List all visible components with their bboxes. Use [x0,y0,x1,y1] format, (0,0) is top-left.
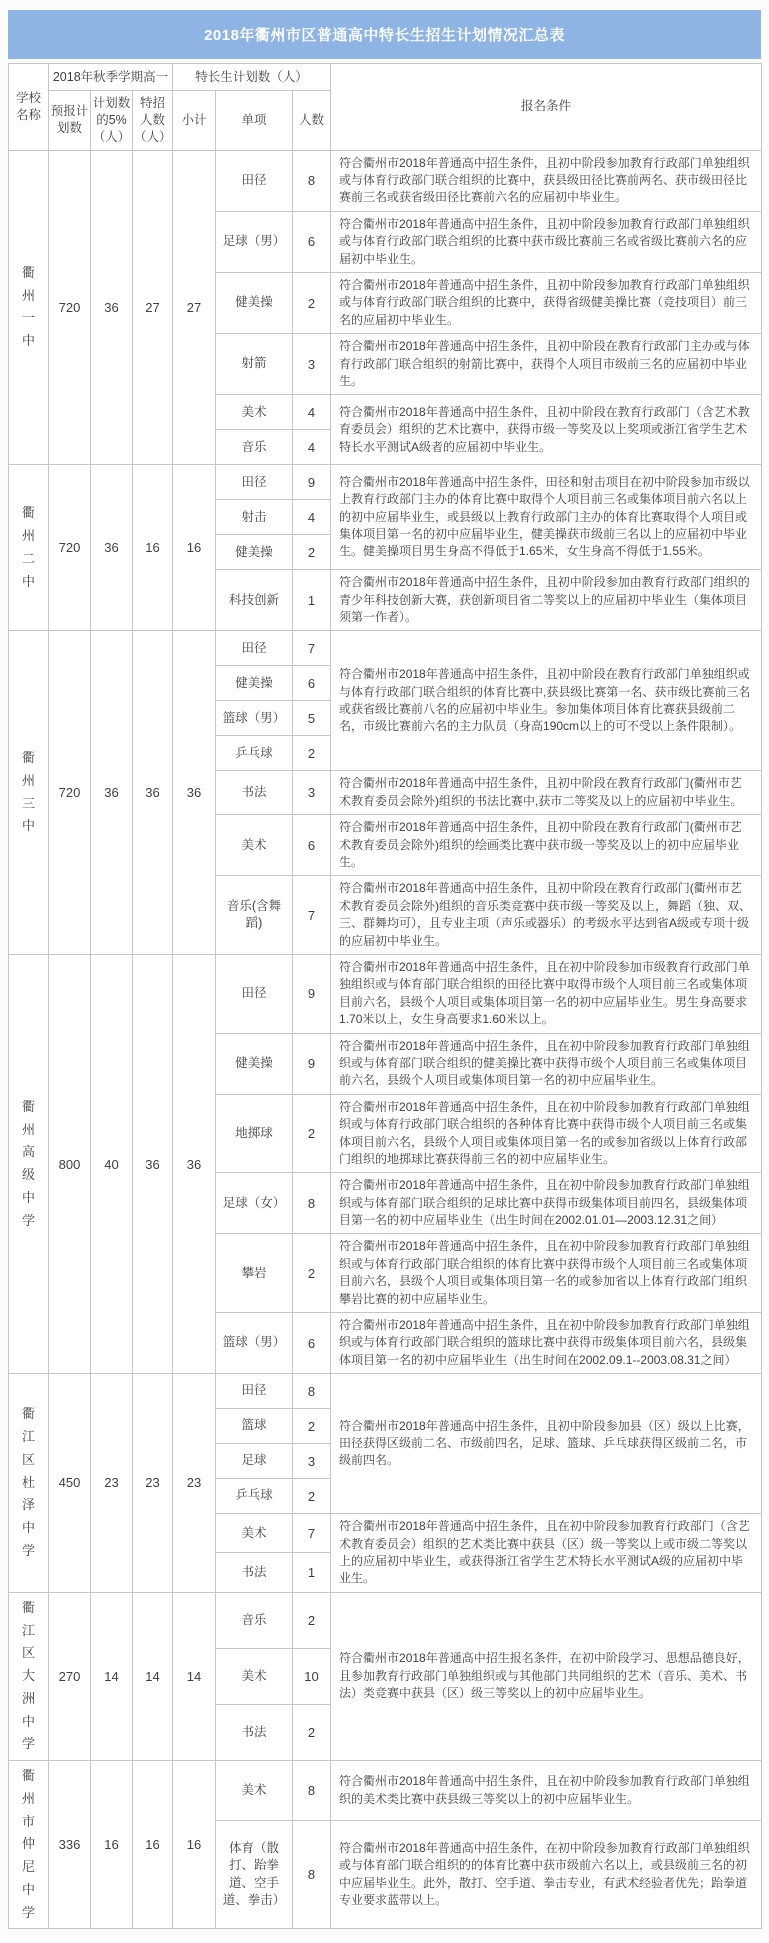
event-cell: 音乐 [216,1592,293,1648]
event-count-cell: 6 [293,1313,331,1374]
five-percent-cell: 36 [91,465,133,631]
event-cell: 乒乓球 [216,1479,293,1514]
school-name-text: 衢 州 三 中 [21,750,35,834]
predicted-plan-cell: 270 [49,1592,91,1760]
event-cell: 攀岩 [216,1234,293,1313]
school-name-text: 衢 州 一 中 [21,264,35,349]
event-count-cell: 4 [293,430,331,465]
special-recruit-cell: 16 [133,1761,173,1929]
event-count-cell: 3 [293,334,331,395]
event-cell: 美术 [216,1514,293,1553]
header-special-group: 特长生计划数（人） [173,64,331,91]
table-row [9,1761,762,1821]
school-name-cell [9,465,49,631]
predicted-plan-cell: 800 [49,955,91,1374]
condition-cell: 符合衢州市2018年普通高中招生条件，且在初中阶段参加教育行政部门单独组织或与体育部门联合组织的健美操比赛中获得市级个人项目前三名或集体项目前六名，县级个人项目或集体项目第一名的初中应届毕业生。 [331,1033,762,1094]
five-percent-cell: 36 [91,150,133,465]
event-count-cell: 10 [293,1648,331,1704]
school-name-cell [9,1761,49,1929]
event-count-cell: 2 [293,736,331,771]
event-count-cell: 9 [293,465,331,500]
event-count-cell: 9 [293,1033,331,1094]
event-cell: 田径 [216,150,293,211]
event-cell: 地掷球 [216,1094,293,1173]
event-count-cell: 3 [293,1444,331,1479]
predicted-plan-cell: 720 [49,465,91,631]
condition-cell: 符合衢州市2018年普通高中招生条件，且初中阶段在教育行政部门(衢州市艺术教育委员会除外)组织的音乐类竞赛中获市级一等奖及以上，舞蹈（独、双、三、群舞均可），且专业主项（声乐或器乐）的考级水平达到省A级或专项十级的应届初中毕业生。 [331,876,762,955]
condition-cell: 符合衢州市2018年普通高中招生条件，且在初中阶段参加教育行政部门单独组织或与体育行政部门联合组织的体育比赛中获得市级个人项目前三名或集体项目前六名，县级个人项目或集体项目第一名的或参加省以上体育行政部门组织攀岩比赛的初中应届毕业生。 [331,1234,762,1313]
condition-cell: 符合衢州市2018年普通高中招生条件，且初中阶段参加教育行政部门单独组织或与体育行政部门联合组织的比赛中，获县级田径比赛前两名、获市级田径比赛前三名或获省级田径比赛前六名的应届初中毕业生。 [331,150,762,211]
event-count-cell: 8 [293,1173,331,1234]
header-count: 人数 [293,91,331,151]
condition-cell: 符合衢州市2018年普通高中招生条件，且初中阶段在教育行政部门（含艺术教育委员会）组织的艺术比赛中，获得市级一等奖及以上奖项或浙江省学生艺术特长水平测试A级者的应届初中毕业生。 [331,395,762,465]
five-percent-cell: 16 [91,1761,133,1929]
event-count-cell: 1 [293,570,331,631]
event-count-cell: 6 [293,815,331,876]
event-cell: 美术 [216,1761,293,1821]
header-row-1 [9,64,762,91]
five-percent-cell: 14 [91,1592,133,1760]
event-cell: 篮球（男） [216,701,293,736]
condition-cell: 符合衢州市2018年普通高中招生条件，在初中阶段参加教育行政部门单独组织或与体育部门联合组织的的体育比赛中获市级前六名以上，或县级前三名的初中应届毕业生。此外，散打、空手道、拳击专业，有武术经验者优先；跆拳道专业要求蓝带以上。 [331,1821,762,1929]
event-count-cell: 8 [293,1761,331,1821]
school-name-text: 衢 州 市 仲 尼 中 学 [21,1768,35,1920]
school-name-cell [9,1374,49,1593]
subtotal-cell: 27 [173,150,216,465]
five-percent-cell: 23 [91,1374,133,1593]
subtotal-cell: 16 [173,1761,216,1929]
event-count-cell: 2 [293,535,331,570]
table-row [9,150,762,211]
condition-cell: 符合衢州市2018年普通高中招生条件，且初中阶段在教育行政部门(衢州市艺术教育委员会除外)组织的书法比赛中,获市二等奖及以上的应届初中毕业生。 [331,771,762,815]
event-count-cell: 8 [293,1374,331,1409]
event-count-cell: 2 [293,1704,331,1760]
condition-cell: 符合衢州市2018年普通高中招生条件，且初中阶段参加县（区）级以上比赛，田径获得区级前二名、市级前四名，足球、篮球、乒乓球获得区级前二名，市级前四名。 [331,1374,762,1514]
event-count-cell: 2 [293,1234,331,1313]
subtotal-cell: 36 [173,631,216,955]
condition-cell: 符合衢州市2018年普通高中招生条件，且在初中阶段参加教育行政部门单独组织或与体育部门联合组织的足球比赛中获得市级集体项目前四名，县级集体项目第一名的初中应届毕业生（出生时间在2002.01.01—2003.12.31之间） [331,1173,762,1234]
event-count-cell: 7 [293,1514,331,1553]
special-recruit-cell: 16 [133,465,173,631]
school-name-text: 衢 州 二 中 [21,505,35,589]
event-count-cell: 2 [293,1094,331,1173]
condition-cell: 符合衢州市2018年普通高中招生条件，且初中阶段参加教育行政部门单独组织或与体育行政部门联合组织的比赛中获市级比赛前三名或省级比赛前六名的应届初中毕业生。 [331,211,762,272]
condition-cell: 符合衢州市2018年普通高中招生条件，且初中阶段在教育行政部门(衢州市艺术教育委员会除外)组织的绘画类比赛中获市级一等奖及以上的初中应届毕业生。 [331,815,762,876]
table-row [9,1592,762,1648]
event-cell: 足球（女） [216,1173,293,1234]
event-cell: 篮球（男） [216,1313,293,1374]
predicted-plan-cell: 720 [49,150,91,465]
condition-cell: 符合衢州市2018年普通高中招生条件，且在初中阶段参加市级教育行政部门单独组织或与体育部门联合组织的田径比赛中取得市级个人项目前三名或集体项目前六名，县级个人项目或集体项目第一名的初中应届毕业生。男生身高要求1.70米以上，女生身高要求1.60米以上。 [331,955,762,1034]
event-count-cell: 3 [293,771,331,815]
event-cell: 足球（男） [216,211,293,272]
special-recruit-cell: 14 [133,1592,173,1760]
event-count-cell: 1 [293,1553,331,1592]
header-semester-group: 2018年秋季学期高一 [49,64,173,91]
special-recruit-cell: 27 [133,150,173,465]
event-count-cell: 2 [293,1409,331,1444]
page-title: 2018年衢州市区普通高中特长生招生计划情况汇总表 [204,27,565,44]
school-name-cell [9,150,49,465]
event-cell: 乒乓球 [216,736,293,771]
event-count-cell: 5 [293,701,331,736]
event-cell: 书法 [216,1704,293,1760]
table-row [9,465,762,500]
school-name-cell [9,631,49,955]
event-cell: 科技创新 [216,570,293,631]
school-name-text: 衢 江 区 杜 泽 中 学 [21,1406,35,1558]
event-cell: 音乐(含舞蹈) [216,876,293,955]
title-bar [8,10,761,59]
event-count-cell: 2 [293,1592,331,1648]
summary-table [8,63,762,1929]
condition-cell: 符合衢州市2018年普通高中招生条件，且初中阶段参加教育行政部门单独组织或与体育行政部门联合组织的比赛中，获得省级健美操比赛（竞技项目）前三名的应届初中毕业生。 [331,272,762,333]
event-cell: 篮球 [216,1409,293,1444]
five-percent-cell: 36 [91,631,133,955]
event-cell: 射箭 [216,334,293,395]
event-cell: 射击 [216,500,293,535]
event-cell: 足球 [216,1444,293,1479]
school-name-cell [9,955,49,1374]
event-count-cell: 6 [293,666,331,701]
subtotal-cell: 14 [173,1592,216,1760]
subtotal-cell: 23 [173,1374,216,1593]
event-count-cell: 9 [293,955,331,1034]
event-count-cell: 8 [293,1821,331,1929]
event-cell: 田径 [216,955,293,1034]
event-count-cell: 8 [293,150,331,211]
event-count-cell: 4 [293,395,331,430]
table-row [9,1374,762,1409]
subtotal-cell: 16 [173,465,216,631]
event-cell: 田径 [216,465,293,500]
event-cell: 书法 [216,771,293,815]
condition-cell: 符合衢州市2018年普通高中招生报名条件，在初中阶段学习、思想品德良好，且参加教育行政部门单独组织或与其他部门共同组织的艺术（音乐、美术、书法）类竞赛中获县（区）级三等奖以上的初中应届毕业生。 [331,1592,762,1760]
event-cell: 体育（散打、跆拳道、空手道、拳击） [216,1821,293,1929]
subtotal-cell: 36 [173,955,216,1374]
condition-cell: 符合衢州市2018年普通高中招生条件，且初中阶段参加由教育行政部门组织的青少年科技创新大赛，获创新项目省二等奖以上的应届初中毕业生（集体项目须第一作者）。 [331,570,762,631]
header-event: 单项 [216,91,293,151]
header-special-recruit: 特招人数（人） [133,91,173,151]
event-cell: 健美操 [216,1033,293,1094]
header-subtotal: 小计 [173,91,216,151]
event-cell: 美术 [216,395,293,430]
event-cell: 健美操 [216,666,293,701]
condition-cell: 符合衢州市2018年普通高中招生条件，田径和射击项目在初中阶段参加市级以上教育行政部门主办的体育比赛中取得个人项目前三名或集体项目前六名以上的初中应届毕业生，或县级以上教育行政部门主办的体育比赛取得个人项目或集体项目第一名的初中应届毕业生，健美操获市级前三名以上的应届初中毕业生。健美操项目男生身高不得低于1.65米，女生身高不得低于1.55米。 [331,465,762,570]
event-cell: 美术 [216,815,293,876]
predicted-plan-cell: 336 [49,1761,91,1929]
event-cell: 美术 [216,1648,293,1704]
header-five-percent: 计划数的5%（人） [91,91,133,151]
five-percent-cell: 40 [91,955,133,1374]
event-count-cell: 6 [293,211,331,272]
event-count-cell: 4 [293,500,331,535]
condition-cell: 符合衢州市2018年普通高中招生条件，且在初中阶段参加教育行政部门单独组织的美术类比赛中获县级三等奖以上的初中应届毕业生。 [331,1761,762,1821]
special-recruit-cell: 36 [133,631,173,955]
event-cell: 书法 [216,1553,293,1592]
special-recruit-cell: 36 [133,955,173,1374]
school-name-text: 衢 州 高 级 中 学 [21,1098,35,1228]
event-count-cell: 7 [293,631,331,666]
condition-cell: 符合衢州市2018年普通高中招生条件，且在初中阶段参加教育行政部门（含艺术教育委员会）组织的艺术类比赛中获县（区）级一等奖以上或市级二等奖以上的应届初中毕业生，或获得浙江省学生艺术特长水平测试A级的应届初中毕业生。 [331,1514,762,1593]
event-cell: 音乐 [216,430,293,465]
predicted-plan-cell: 720 [49,631,91,955]
header-conditions: 报名条件 [331,64,762,151]
event-count-cell: 2 [293,1479,331,1514]
header-school-name: 学校名称 [9,64,49,151]
special-recruit-cell: 23 [133,1374,173,1593]
event-cell: 健美操 [216,272,293,333]
event-cell: 健美操 [216,535,293,570]
predicted-plan-cell: 450 [49,1374,91,1593]
school-name-cell [9,1592,49,1760]
table-row [9,631,762,666]
table-row [9,955,762,1034]
event-cell: 田径 [216,631,293,666]
condition-cell: 符合衢州市2018年普通高中招生条件，且初中阶段在教育行政部门单独组织或与体育行政部门联合组织的体育比赛中,获县级比赛第一名、获市级比赛前三名或获省级比赛前八名的应届初中毕业生。参加集体项目体育比赛获县级前二名，市级比赛前六名的主力队员（身高190cm以上的可不受以上条件限制）。 [331,631,762,771]
condition-cell: 符合衢州市2018年普通高中招生条件，且在初中阶段参加教育行政部门单独组织或与体育行政部门联合组织的各种体育比赛中获得市级个人项目前三名或集体项目前六名，县级个人项目或集体项目第一名的或参加省级以上体育行政部门组织的地掷球比赛获得前三名的初中应届毕业生。 [331,1094,762,1173]
condition-cell: 符合衢州市2018年普通高中招生条件，且初中阶段在教育行政部门主办或与体育行政部门联合组织的射箭比赛中，获得个人项目市级前三名的应届初中毕业生。 [331,334,762,395]
header-predicted-plan: 预报计划数 [49,91,91,151]
event-count-cell: 7 [293,876,331,955]
school-name-text: 衢 江 区 大 洲 中 学 [21,1599,35,1752]
event-cell: 田径 [216,1374,293,1409]
condition-cell: 符合衢州市2018年普通高中招生条件，且在初中阶段参加教育行政部门单独组织或与体育行政部门联合组织的篮球比赛中获得市级集体项目前六名，县级集体项目第一名的初中应届毕业生（出生时间在2002.09.1--2003.08.31之间） [331,1313,762,1374]
event-count-cell: 2 [293,272,331,333]
